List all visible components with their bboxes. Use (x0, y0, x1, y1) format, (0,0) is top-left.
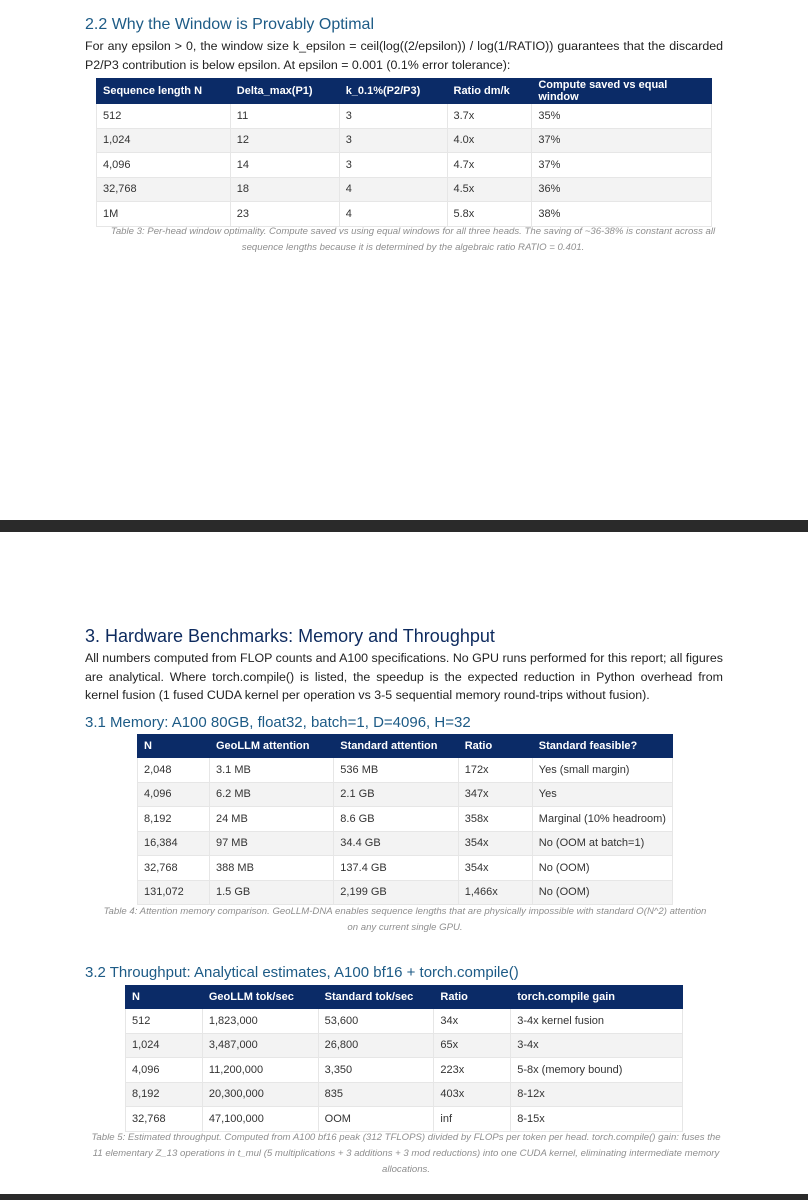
section-3-2-heading: 3.2 Throughput: Analytical estimates, A100 bf16 + torch.compile() (85, 964, 519, 981)
table-cell: 1,823,000 (202, 1009, 318, 1034)
table-cell: Yes (small margin) (532, 758, 672, 783)
table-4 (137, 734, 673, 905)
table-row (97, 153, 712, 178)
table-cell: 2.1 GB (334, 782, 458, 807)
table-cell: 23 (230, 202, 339, 227)
section-3-1-heading: 3.1 Memory: A100 80GB, float32, batch=1, D=4096, H=32 (85, 714, 471, 731)
table-cell: 16,384 (138, 831, 210, 856)
table-cell: 32,768 (97, 177, 231, 202)
table-header-cell: GeoLLM attention (210, 735, 334, 758)
table-cell: 8-12x (511, 1082, 683, 1107)
table-cell: 3-4x (511, 1033, 683, 1058)
table-3-caption: Table 3: Per-head window optimality. Compute saved vs using equal windows for all three heads. The saving of ~36-38% is constant across all sequence lengths because it is determined by the algebraic ratio RATIO = 0.401. (110, 226, 716, 253)
table-cell: 97 MB (210, 831, 334, 856)
table-cell: 37% (532, 153, 712, 178)
table-header-row (138, 735, 673, 758)
table-cell: 4.5x (447, 177, 532, 202)
table-cell: 131,072 (138, 880, 210, 905)
table-cell: 32,768 (138, 856, 210, 881)
table-row (138, 831, 673, 856)
table-row (126, 1033, 683, 1058)
table-header-cell: Ratio (458, 735, 532, 758)
page-2 (0, 532, 808, 1194)
table-cell: 2,199 GB (334, 880, 458, 905)
table-cell: 3.1 MB (210, 758, 334, 783)
table-cell: 137.4 GB (334, 856, 458, 881)
table-cell: 11 (230, 104, 339, 129)
table-cell: 1M (97, 202, 231, 227)
table-cell: 8,192 (126, 1082, 203, 1107)
table-header-cell: Delta_max(P1) (230, 79, 339, 104)
table-row (138, 856, 673, 881)
table-header-cell: N (138, 735, 210, 758)
table-row (138, 758, 673, 783)
table-cell: 47,100,000 (202, 1107, 318, 1132)
table-header-cell: Sequence length N (97, 79, 231, 104)
table-header-cell: k_0.1%(P2/P3) (339, 79, 447, 104)
table-cell: 26,800 (318, 1033, 434, 1058)
section-3-heading: 3. Hardware Benchmarks: Memory and Throughput (85, 626, 495, 646)
table-header-row (126, 986, 683, 1009)
table-cell: 5-8x (memory bound) (511, 1058, 683, 1083)
table-cell: 20,300,000 (202, 1082, 318, 1107)
table-row (97, 104, 712, 129)
table-cell: 358x (458, 807, 532, 832)
table-cell: 6.2 MB (210, 782, 334, 807)
table-header-cell: Standard tok/sec (318, 986, 434, 1009)
table-cell: 34x (434, 1009, 511, 1034)
table-cell: 403x (434, 1082, 511, 1107)
table-row (126, 1009, 683, 1034)
table-row (138, 782, 673, 807)
table-cell: 53,600 (318, 1009, 434, 1034)
table-cell: 14 (230, 153, 339, 178)
table-cell: 4.0x (447, 128, 532, 153)
table-cell: 3,487,000 (202, 1033, 318, 1058)
table-cell: 536 MB (334, 758, 458, 783)
table-row (138, 807, 673, 832)
table-cell: Marginal (10% headroom) (532, 807, 672, 832)
table-5-caption: Table 5: Estimated throughput. Computed from A100 bf16 peak (312 TFLOPS) divided by FLOPs per token per head. torch.compile() gain: fuses the 11 elementary Z_13 operations in t_mul (5 multiplications + 3 additions + 3 mod reductions) into one CUDA kernel, eliminating intermediate memory allocations. (91, 1132, 721, 1175)
table-cell: 223x (434, 1058, 511, 1083)
table-cell: 3 (339, 128, 447, 153)
table-cell: 8,192 (138, 807, 210, 832)
table-cell: 35% (532, 104, 712, 129)
table-cell: 37% (532, 128, 712, 153)
table-row (126, 1058, 683, 1083)
table-3 (96, 78, 712, 227)
table-header-cell: Standard feasible? (532, 735, 672, 758)
table-row (126, 1082, 683, 1107)
table-header-cell: N (126, 986, 203, 1009)
table-row (138, 880, 673, 905)
table-cell: 347x (458, 782, 532, 807)
table-header-cell: Standard attention (334, 735, 458, 758)
table-cell: 172x (458, 758, 532, 783)
table-cell: 4,096 (126, 1058, 203, 1083)
page-1 (0, 0, 808, 520)
table-cell: 354x (458, 831, 532, 856)
table-cell: 3 (339, 104, 447, 129)
table-cell: 32,768 (126, 1107, 203, 1132)
table-cell: 354x (458, 856, 532, 881)
section-3-paragraph: All numbers computed from FLOP counts and A100 specifications. No GPU runs performed for this report; all figures are analytical. Where torch.compile() is listed, the speedup is the expected reduction in Python overhead from kernel fusion (1 fused CUDA kernel per operation vs 3-5 sequential memory round-trips without fusion). (85, 651, 723, 702)
table-cell: 11,200,000 (202, 1058, 318, 1083)
table-row (97, 177, 712, 202)
table-cell: 4,096 (97, 153, 231, 178)
table-cell: 4,096 (138, 782, 210, 807)
table-cell: 8.6 GB (334, 807, 458, 832)
table-cell: 3 (339, 153, 447, 178)
table-cell: 512 (97, 104, 231, 129)
table-row (97, 202, 712, 227)
table-cell: 4 (339, 177, 447, 202)
section-2-2-paragraph: For any epsilon > 0, the window size k_epsilon = ceil(log((2/epsilon)) / log(1/RATIO)) guarantees that the discarded P2/P3 contribution is below epsilon. At epsilon = 0.001 (0.1% error tolerance): (85, 39, 723, 72)
table-cell: 512 (126, 1009, 203, 1034)
table-cell: 3,350 (318, 1058, 434, 1083)
table-cell: 4.7x (447, 153, 532, 178)
table-cell: 18 (230, 177, 339, 202)
table-cell: 835 (318, 1082, 434, 1107)
table-cell: 1,466x (458, 880, 532, 905)
table-cell: 1.5 GB (210, 880, 334, 905)
table-cell: 36% (532, 177, 712, 202)
table-cell: OOM (318, 1107, 434, 1132)
table-cell: 65x (434, 1033, 511, 1058)
table-cell: No (OOM) (532, 856, 672, 881)
table-header-cell: Ratio dm/k (447, 79, 532, 104)
table-cell: inf (434, 1107, 511, 1132)
table-header-cell: Compute saved vs equal window (532, 79, 712, 104)
table-cell: 8-15x (511, 1107, 683, 1132)
table-row (126, 1107, 683, 1132)
table-cell: 38% (532, 202, 712, 227)
table-cell: 12 (230, 128, 339, 153)
table-cell: Yes (532, 782, 672, 807)
table-header-cell: GeoLLM tok/sec (202, 986, 318, 1009)
table-5 (125, 985, 683, 1132)
table-cell: 3-4x kernel fusion (511, 1009, 683, 1034)
table-header-cell: torch.compile gain (511, 986, 683, 1009)
table-4-caption: Table 4: Attention memory comparison. GeoLLM-DNA enables sequence lengths that are physically impossible with standard O(N^2) attention on any current single GPU. (103, 906, 707, 933)
table-cell: No (OOM) (532, 880, 672, 905)
table-cell: 3.7x (447, 104, 532, 129)
table-cell: 1,024 (126, 1033, 203, 1058)
table-cell: 1,024 (97, 128, 231, 153)
table-cell: 4 (339, 202, 447, 227)
table-cell: 5.8x (447, 202, 532, 227)
table-row (97, 128, 712, 153)
table-cell: 34.4 GB (334, 831, 458, 856)
page-divider (0, 520, 808, 532)
table-cell: 2,048 (138, 758, 210, 783)
section-2-2-heading: 2.2 Why the Window is Provably Optimal (85, 16, 374, 33)
table-cell: No (OOM at batch=1) (532, 831, 672, 856)
table-header-cell: Ratio (434, 986, 511, 1009)
table-header-row (97, 79, 712, 104)
page-bottom-bar (0, 1194, 808, 1200)
table-cell: 24 MB (210, 807, 334, 832)
table-cell: 388 MB (210, 856, 334, 881)
